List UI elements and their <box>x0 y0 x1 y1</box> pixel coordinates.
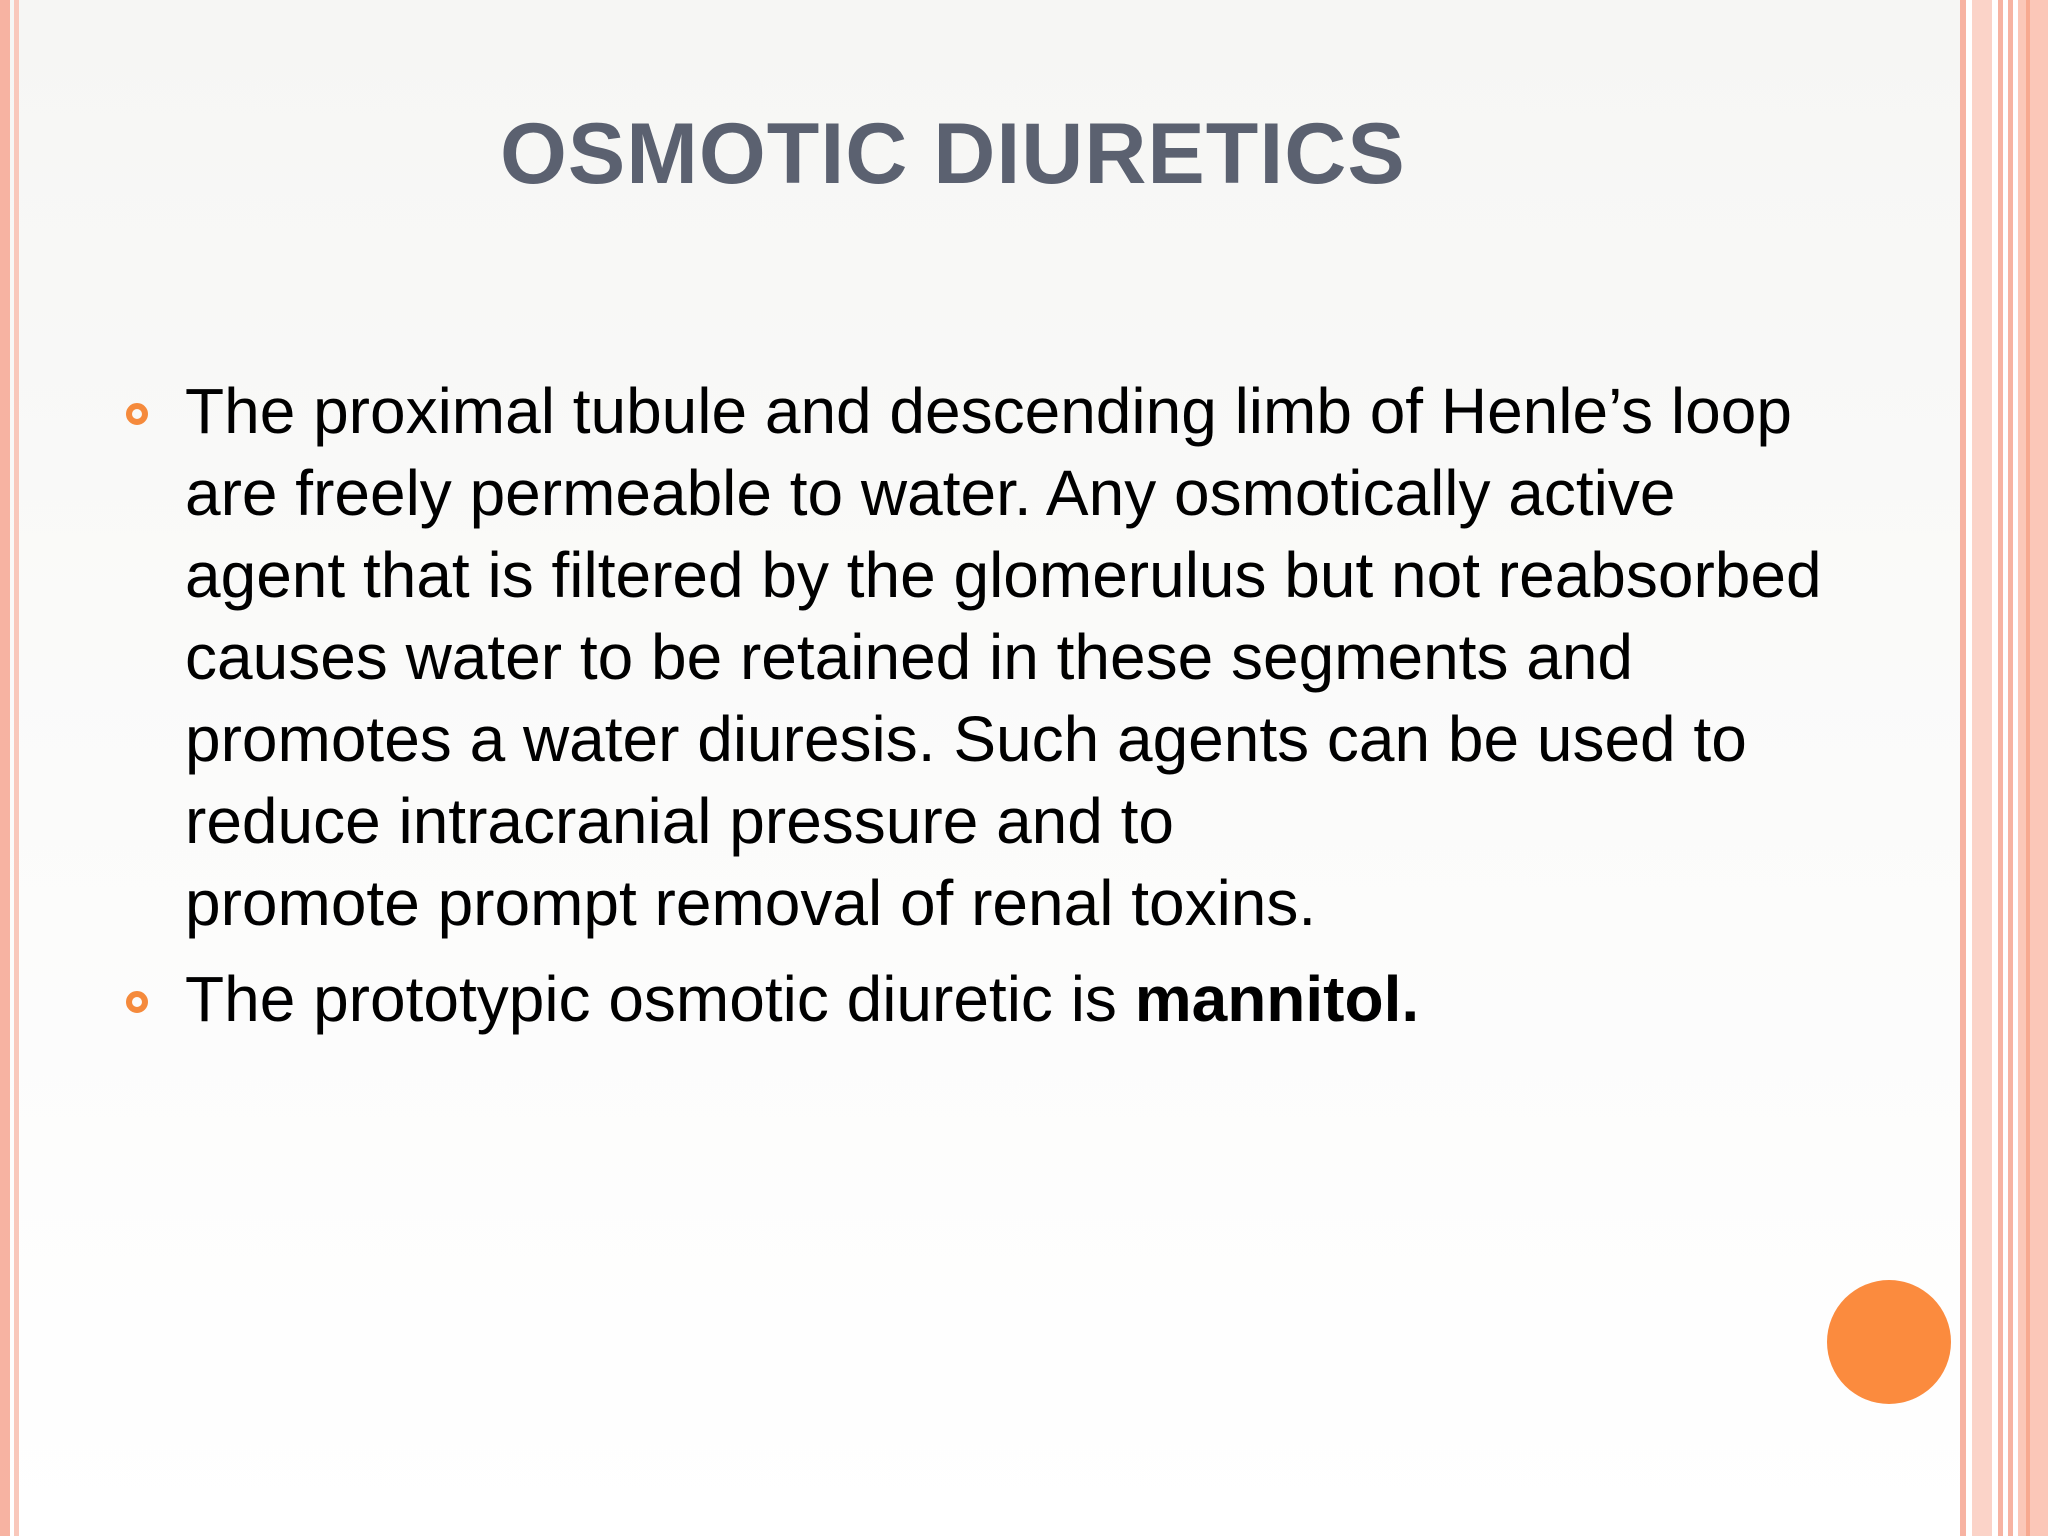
bullet-text-line: are freely permeable to water. Any osmotically active <box>185 457 1676 529</box>
bullet-text: The prototypic osmotic diuretic is <box>185 963 1135 1035</box>
bullet-text-line: The proximal tubule and descending limb of Henle’s loop <box>185 375 1792 447</box>
bullet-item <box>120 370 1950 944</box>
bullet-text-line: promote prompt removal of renal toxins. <box>185 867 1317 939</box>
right-border-stripe <box>2026 0 2030 1536</box>
bullet-text-line: reduce intracranial pressure and to <box>185 785 1174 857</box>
bold-term: mannitol. <box>1134 963 1420 1035</box>
bullet-text-line: causes water to be retained in these segments and <box>185 621 1633 693</box>
right-border-stripe <box>1972 0 1992 1536</box>
bullet-text-line: agent that is filtered by the glomerulus but not reabsorbed <box>185 539 1822 611</box>
right-border-stripe <box>2018 0 2048 1536</box>
left-border-stripe <box>0 0 10 1536</box>
ring-bullet-icon <box>126 403 148 425</box>
right-border-stripe <box>2008 0 2013 1536</box>
right-border-stripe <box>1998 0 2003 1536</box>
right-border-stripe <box>1960 0 1966 1536</box>
bullet-text-line <box>185 958 1950 1040</box>
left-border-stripe-inner <box>14 0 19 1536</box>
ring-bullet-icon <box>126 991 148 1013</box>
bullet-item <box>120 958 1950 1040</box>
orange-circle-decoration <box>1827 1280 1951 1404</box>
slide-title: OSMOTIC DIURETICS <box>500 106 1406 202</box>
bullet-list <box>120 370 1950 1040</box>
bullet-text-line: promotes a water diuresis. Such agents can be used to <box>185 703 1747 775</box>
